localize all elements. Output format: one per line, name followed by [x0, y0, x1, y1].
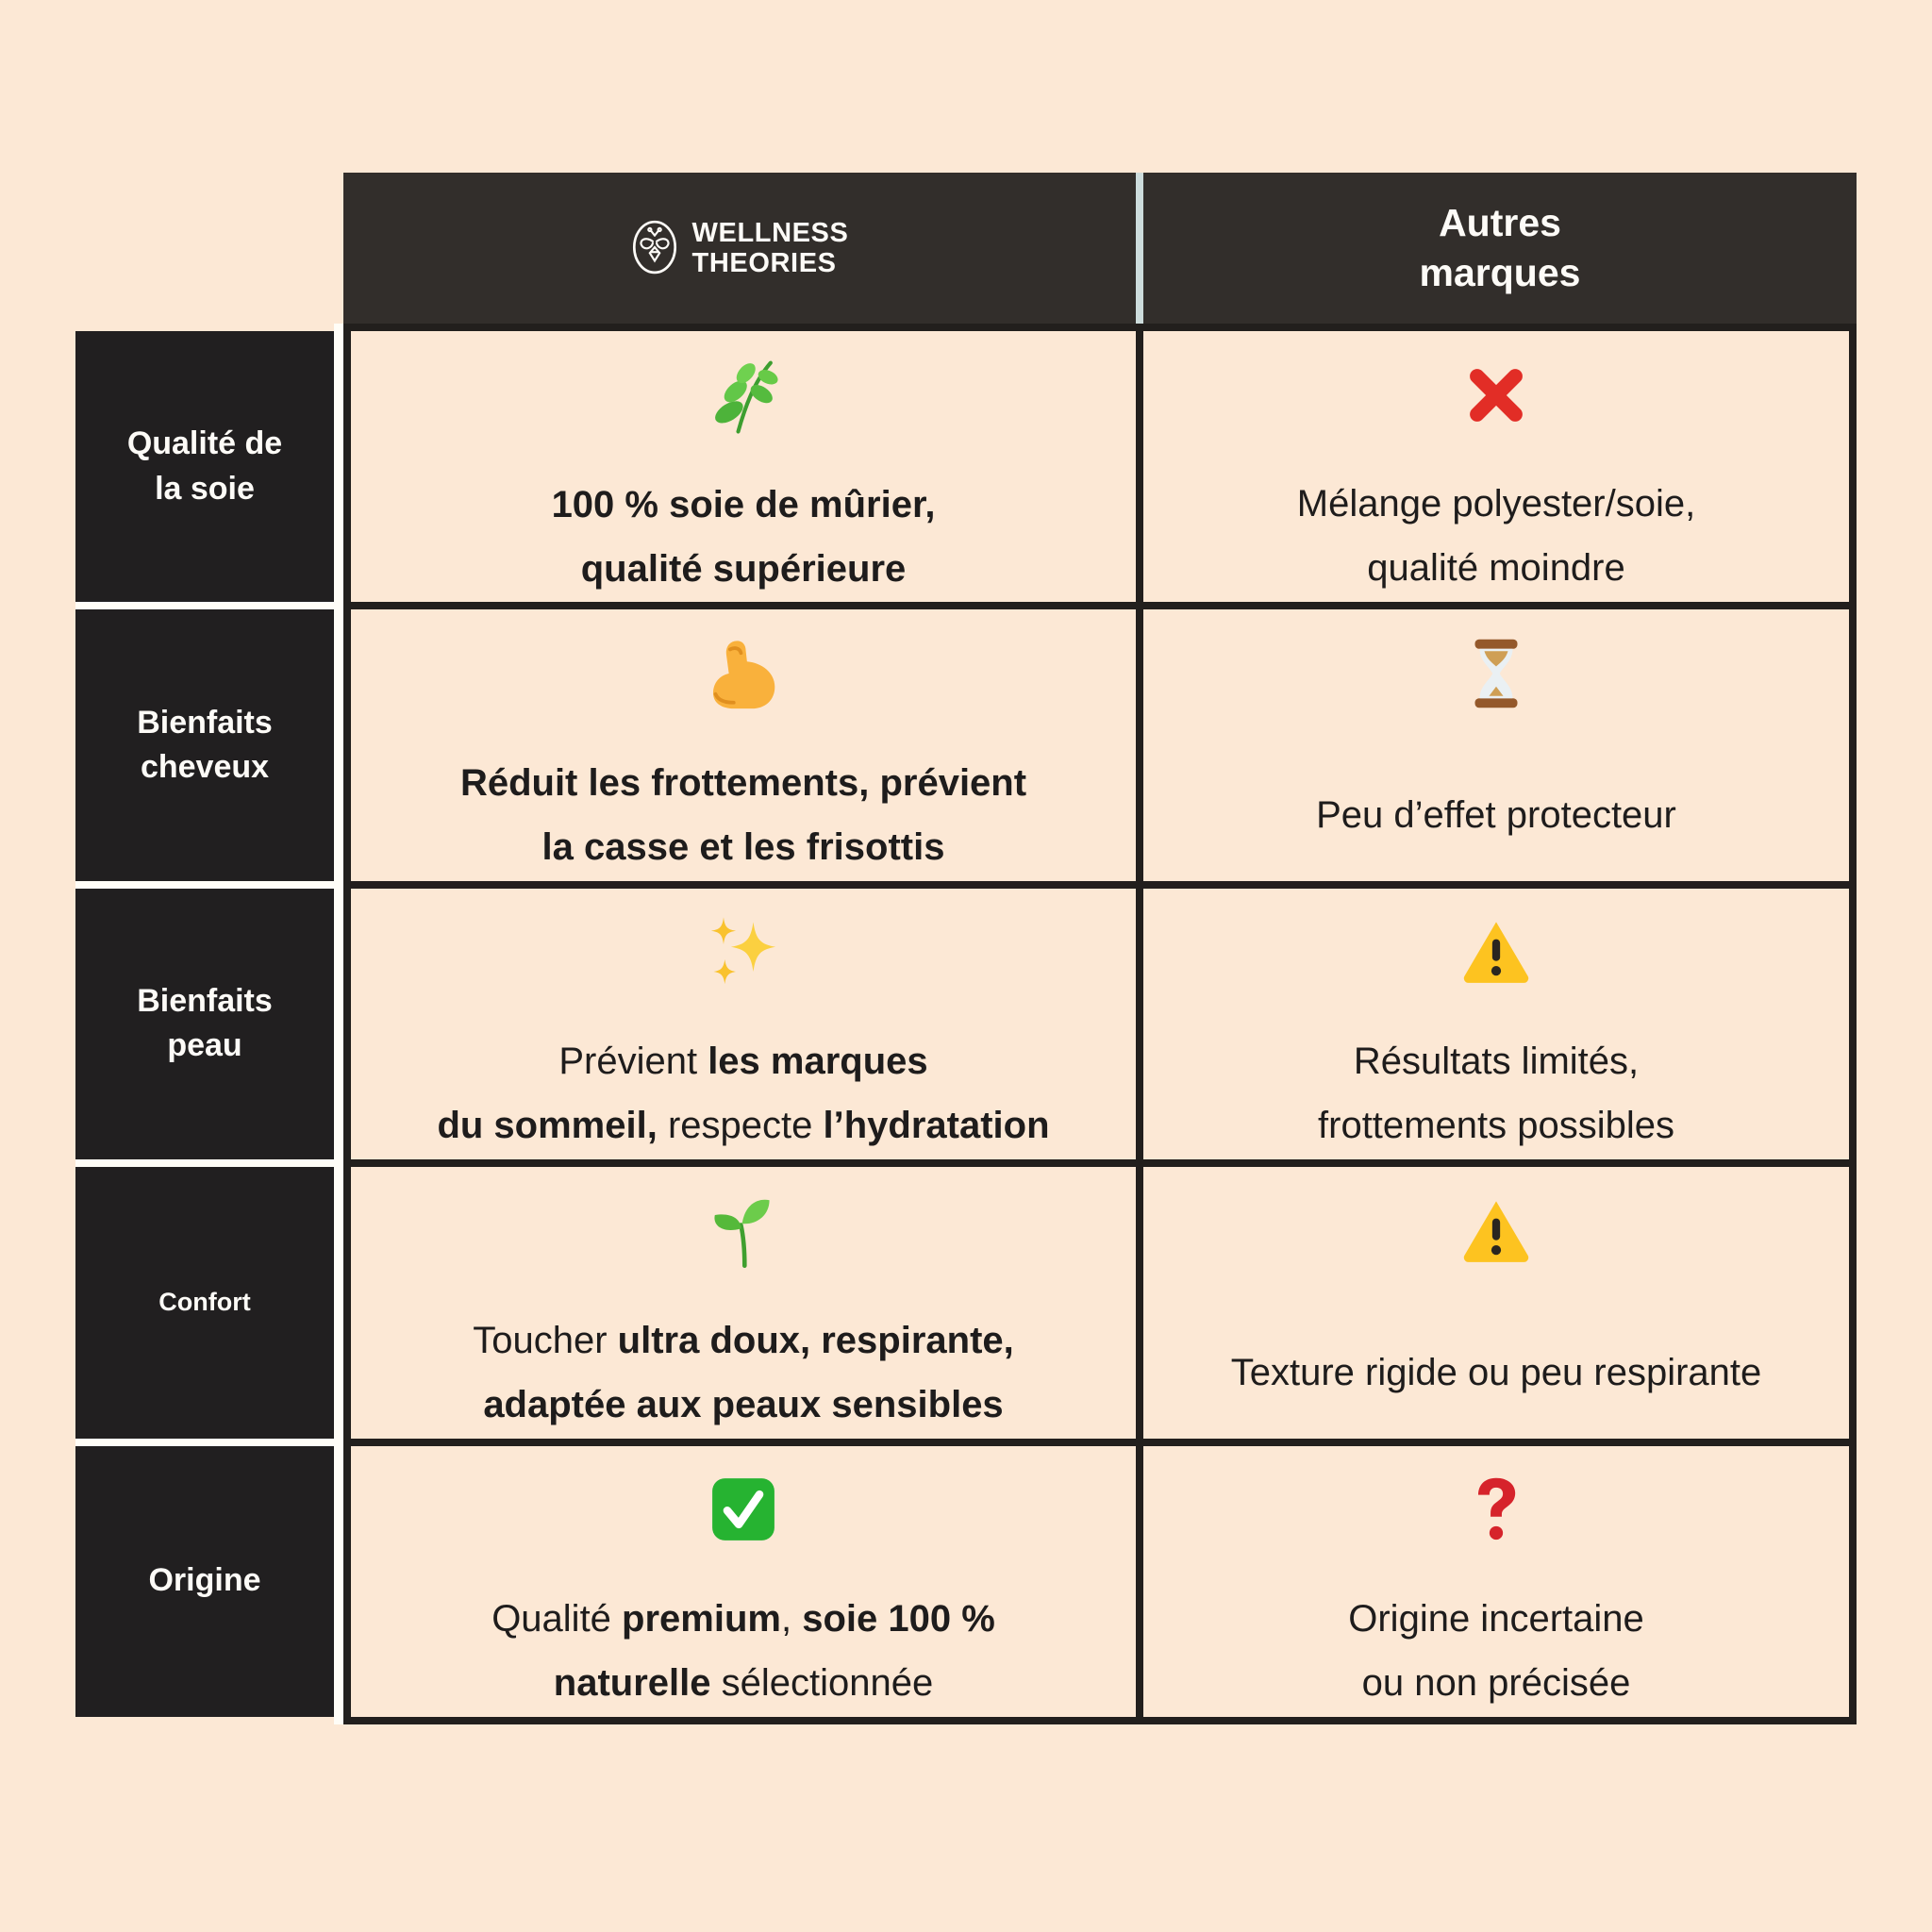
brand-name	[692, 218, 849, 279]
others-cell-origine	[1143, 1446, 1849, 1717]
competitor-title-line2: marques	[1419, 251, 1581, 294]
text-line: 100 % soie de mûrier,	[551, 484, 936, 525]
cell-text	[1316, 749, 1676, 881]
brand-header-cell	[343, 173, 1136, 324]
row-header-label-line: peau	[167, 1027, 242, 1064]
herb-icon	[702, 354, 785, 437]
wellness-cell-bienfaits-cheveux	[351, 609, 1136, 880]
flexed-biceps-icon	[705, 632, 782, 714]
text-line: Peu d’effet protecteur	[1316, 793, 1676, 836]
text-line: du sommeil, respecte l’hydratation	[437, 1105, 1050, 1147]
row-header-label-line: Bienfaits	[137, 704, 273, 741]
cell-text	[473, 1307, 1014, 1439]
text-line: Mélange polyester/soie,	[1296, 483, 1696, 525]
cell-text	[1231, 1307, 1762, 1439]
text-line: la casse et les frisottis	[541, 825, 945, 868]
wellness-cell-qualite-de-la-soie	[351, 331, 1136, 602]
check-mark-icon	[707, 1469, 780, 1551]
row-header-label-line: Bienfaits	[137, 982, 273, 1019]
others-cell-qualite-de-la-soie	[1143, 331, 1849, 602]
text-line: Prévient les marques	[558, 1041, 928, 1083]
text-line: naturelle sélectionnée	[553, 1661, 934, 1704]
cell-text	[1297, 470, 1695, 602]
bee-logo-icon	[631, 217, 678, 280]
text-line: ou non précisée	[1361, 1661, 1631, 1704]
text-line: Texture rigide ou peu respirante	[1230, 1351, 1762, 1393]
text-line: adaptée aux peaux sensibles	[483, 1383, 1004, 1425]
sparkles-icon	[704, 911, 783, 993]
row-header-label-line: Qualité de	[126, 425, 283, 462]
header-divider	[1136, 173, 1143, 325]
row-header-qualite-de-la-soie	[75, 331, 334, 602]
others-cell-bienfaits-peau	[1143, 889, 1849, 1159]
wellness-cell-bienfaits-peau	[351, 889, 1136, 1159]
comparison-table	[343, 324, 1857, 1724]
brand-name-line2: THEORIES	[691, 248, 837, 278]
cell-text	[437, 1027, 1049, 1159]
row-header-label-line: Origine	[148, 1562, 261, 1599]
text-line: Résultats limités,	[1353, 1041, 1640, 1083]
text-line: Origine incertaine	[1348, 1597, 1644, 1640]
row-header-label-line: Confort	[158, 1287, 251, 1316]
warning-icon	[1459, 1190, 1533, 1272]
seedling-icon	[704, 1190, 783, 1272]
warning-icon	[1459, 911, 1533, 993]
others-cell-bienfaits-cheveux	[1143, 609, 1849, 880]
cell-text	[1348, 1585, 1644, 1717]
text-line: frottements possibles	[1318, 1105, 1674, 1147]
others-cell-confort	[1143, 1167, 1849, 1438]
text-line: qualité moindre	[1367, 547, 1625, 590]
row-header-origine	[75, 1446, 334, 1717]
row-header-column	[75, 331, 334, 1717]
question-mark-icon	[1460, 1469, 1532, 1551]
cell-text	[552, 471, 936, 602]
competitor-title-line1: Autres	[1439, 200, 1561, 244]
wellness-cell-origine	[351, 1446, 1136, 1717]
text-line: qualité supérieure	[580, 548, 907, 590]
cell-text	[491, 1585, 995, 1717]
competitor-header-cell	[1143, 173, 1857, 324]
text-line: Qualité premium, soie 100 %	[491, 1597, 995, 1640]
row-header-confort	[75, 1167, 334, 1438]
row-header-bienfaits-cheveux	[75, 609, 334, 880]
text-line: Toucher ultra doux, respirante,	[473, 1319, 1014, 1361]
cell-text	[460, 749, 1026, 881]
row-header-label-line: la soie	[155, 470, 255, 507]
wellness-cell-confort	[351, 1167, 1136, 1438]
brand-logo	[631, 217, 849, 280]
cell-text	[1318, 1027, 1674, 1159]
row-header-bienfaits-peau	[75, 889, 334, 1159]
cross-mark-icon	[1460, 354, 1532, 436]
hourglass-icon	[1458, 632, 1534, 714]
column-gap-strip	[334, 324, 343, 1724]
row-header-label-line: cheveux	[140, 749, 270, 786]
text-line: Réduit les frottements, prévient	[459, 761, 1027, 804]
brand-name-line1: WELLNESS	[691, 217, 849, 248]
